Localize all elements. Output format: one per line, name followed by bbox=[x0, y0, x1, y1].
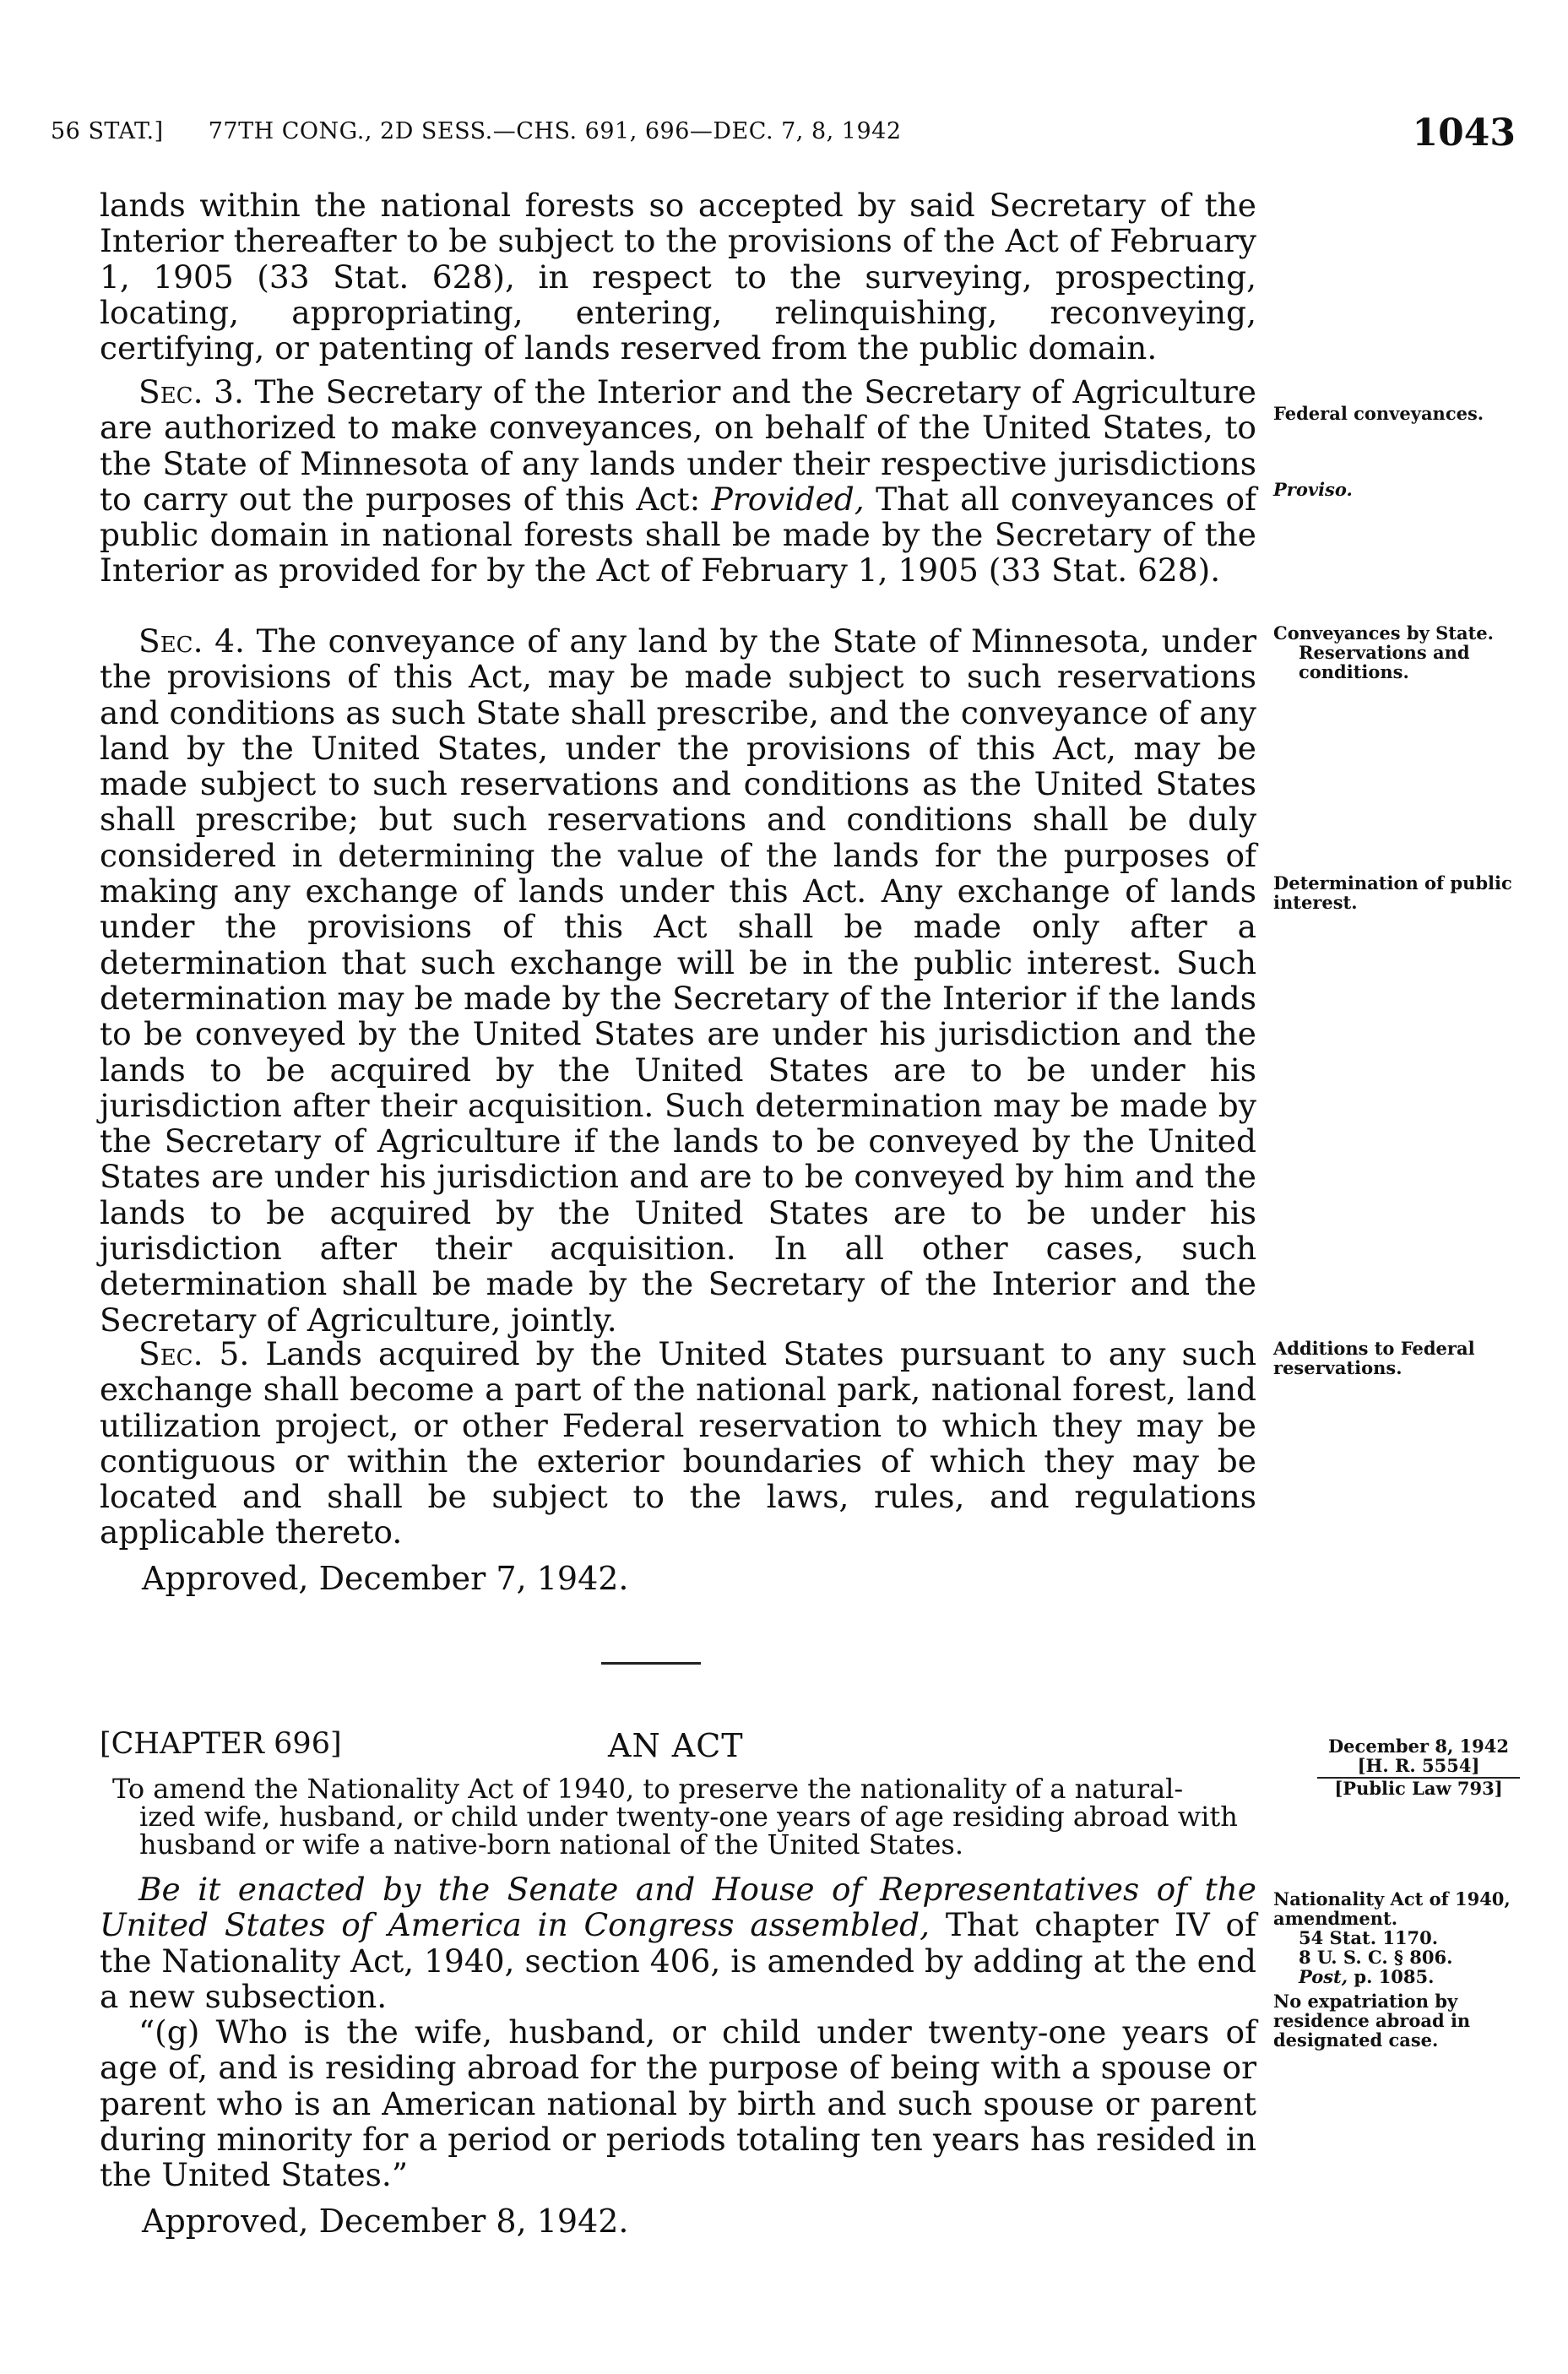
margin-note-nationality: Nationality Act of 1940, amendment. 54 Stat. 1170. 8 U. S. C. § 806. Post, p. 1085. bbox=[1273, 1888, 1511, 1987]
continuation-paragraph: lands within the national forests so accepted by said Secretary of the Interior thereafter to be subject to the provisions of the Act of February 1, 1905 (33 Stat. 628), in respect to the surveying, prospecting, locating, appropriating, entering, relinquishing, reconveying, certifying, or patenting of lands reserved from the public domain. bbox=[100, 187, 1256, 367]
margin-note-reservations: Reservations and conditions. bbox=[1299, 642, 1470, 682]
margin-note-public-interest: Determination of public interest. bbox=[1273, 872, 1512, 913]
date-and-bill-box bbox=[1317, 1736, 1520, 1798]
act-title: To amend the Nationality Act of 1940, to preserve the nationality of a natural- ized wife, husband, or child under twenty-one years of age residing abroad with husband or wife a native-born national of the United States. bbox=[112, 1773, 1238, 1861]
section-3-label: Sec. 3. bbox=[138, 373, 244, 410]
chapter-label: [CHAPTER 696] bbox=[100, 1727, 342, 1761]
section-divider bbox=[601, 1662, 701, 1665]
section-5: Sec. 5. Lands acquired by the United States pursuant to any such exchange shall become a part of the national park, national forest, land utilization project, or other Federal reservation to which they may be contiguous or within the exterior boundaries of which they may be located and shall be subject to the laws, rules, and regulations applicable thereto. bbox=[100, 1335, 1257, 1551]
an-act-heading: AN ACT bbox=[608, 1727, 744, 1764]
public-law-number: [Public Law 793] bbox=[1334, 1778, 1503, 1799]
volume-reference: 56 STAT.] bbox=[51, 118, 164, 144]
section-3: Sec. 3. The Secretary of the Interior and the Secretary of Agriculture are authorized to make conveyances, on behalf of the United States, to the State of Minnesota of any lands under their respective jurisdictions to carry out the purposes of this Act: Provided, That all conveyances of public domain in national forests shall be made by the Secretary of the Interior as provided for by the Act of February 1, 1905 (33 Stat. 628). bbox=[100, 373, 1256, 589]
approved-date-1: Approved, December 7, 1942. bbox=[142, 1560, 629, 1597]
section-4: Sec. 4. The conveyance of any land by the State of Minnesota, under the provisions of this Act, may be made subject to such reservations and conditions as such State shall prescribe, and the conveyance of any land by the United States, under the provisions of this Act, may be made subject to such reservations and conditions as the United States shall prescribe; but such reservations and conditions shall be duly considered in determining the value of the lands for the purposes of making any exchange of lands under this Act. Any exchange of lands under the provisions of this Act shall be made only after a determination that such exchange will be in the public interest. Such determination may be made by the Secretary of the Interior if the lands to be conveyed by the United States are under his jurisdiction and the lands to be acquired by the United States are to be under his jurisdiction after their acquisition. Such determination may be made by the Secretary of Agriculture if the lands to be conveyed by the United States are under his jurisdiction and are to be conveyed by him and the lands to be acquired by the United States are to be under his jurisdiction after their acquisition. In all other cases, such determination shall be made by the Secretary of the Interior and the Secretary of Agriculture, jointly. bbox=[100, 622, 1257, 1339]
enactment-date: December 8, 1942 bbox=[1327, 1736, 1510, 1757]
page-number: 1043 bbox=[1412, 111, 1516, 155]
subsection-g: “(g) Who is the wife, husband, or child under twenty-one years of age of, and is residing abroad for the purpose of being with a spouse or parent who is an American national by birth and such spouse or parent during minority for a period or periods totaling ten years has resided in the United States.” bbox=[100, 2013, 1256, 2194]
margin-note-conveyances-by-state: Conveyances by State. Reservations and conditions. bbox=[1273, 623, 1518, 682]
section-5-label: Sec. 5. bbox=[138, 1335, 250, 1372]
enacting-clause: Be it enacted by the Senate and House of Representatives of the United States of America in Congress assembled, That chapter IV of the Nationality Act, 1940, section 406, is amended by adding at the end a new subsection. bbox=[100, 1871, 1257, 2015]
margin-note-federal-conveyances: Federal conveyances. bbox=[1273, 403, 1484, 424]
congress-session: 77TH CONG., 2D SESS.—CHS. 691, 696—DEC. 7, 8, 1942 bbox=[208, 118, 902, 144]
enacting-formula: Be it enacted by the Senate and House of Representatives of the United States of America in Congress assembled, bbox=[100, 1871, 1256, 1944]
margin-note-proviso: Proviso. bbox=[1273, 479, 1353, 500]
margin-note-no-expatriation: No expatriation by residence abroad in designated case. bbox=[1273, 1991, 1471, 2051]
margin-note-additions: Additions to Federal reservations. bbox=[1273, 1338, 1475, 1378]
running-header bbox=[51, 111, 1516, 162]
section-4-label: Sec. 4. bbox=[138, 622, 245, 660]
proviso-word: Provided, bbox=[711, 480, 865, 518]
house-bill-number: [H. R. 5554] bbox=[1317, 1756, 1520, 1779]
approved-date-2: Approved, December 8, 1942. bbox=[142, 2203, 629, 2240]
